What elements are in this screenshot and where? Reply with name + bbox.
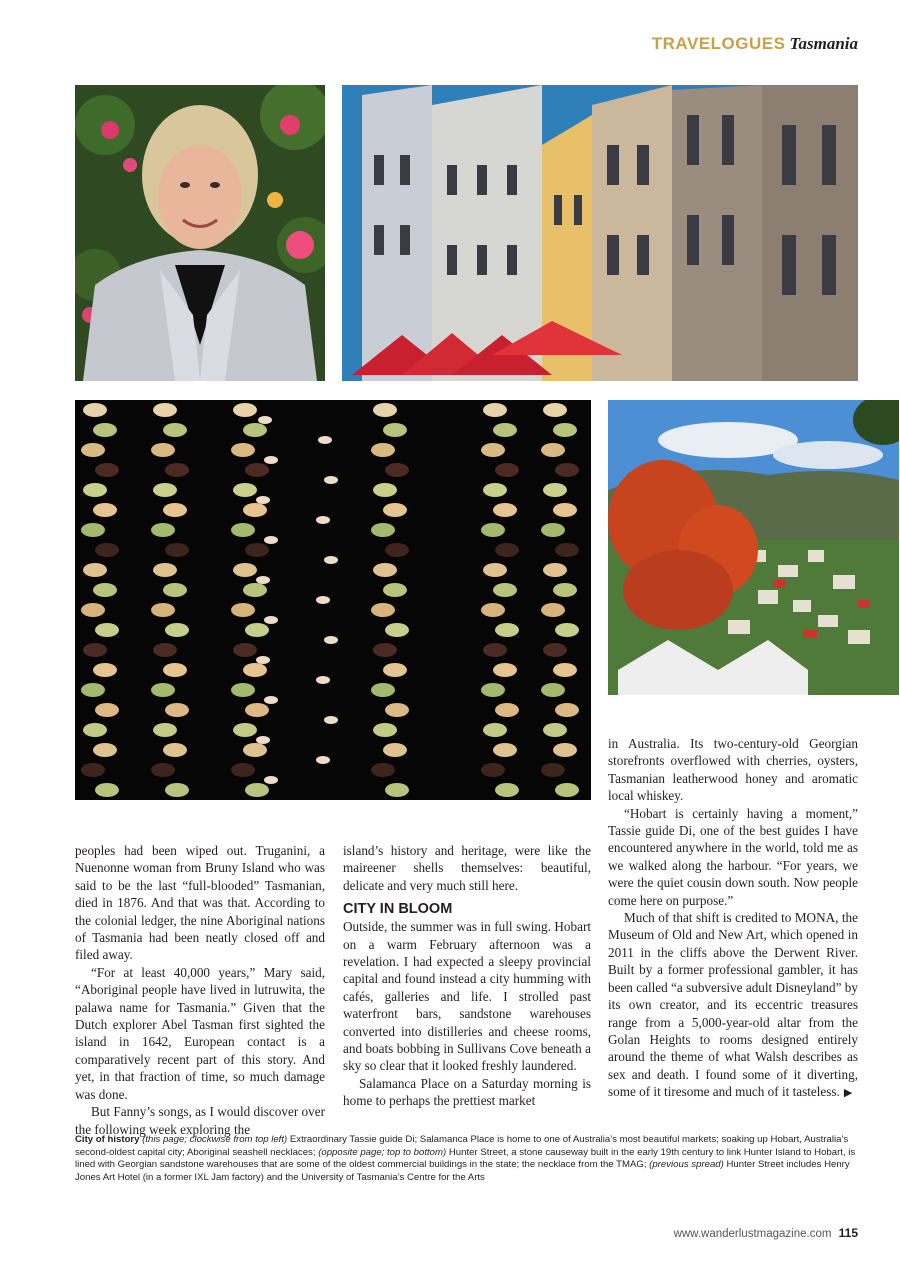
body-column-2	[343, 842, 591, 1110]
caption-note: (this page; clockwise from top left)	[142, 1134, 288, 1145]
hunter-street-photo	[342, 85, 858, 381]
body-paragraph: But Fanny’s songs, as I would discover over the following week exploring the	[75, 1104, 325, 1137]
body-paragraph-final	[608, 909, 858, 1101]
body-text: Much of that shift is credited to MONA, the Museum of Old and New Art, which opened in 2011 in the cliffs above the Derwent River. Built by a former professional gambler, it has been called “a subversive adult Disneyland” by its own creator, and its eccentric treasures range from a 5,000-year-old altar from the Golan Heights to rooms designed entirely around the theme of what Walsh describes as sex and death. I found some of it diverting, some of it tiresome and much of it tasteless.	[608, 910, 858, 1100]
body-column-1	[75, 842, 325, 1138]
section-label: TRAVELOGUES	[651, 34, 786, 53]
body-paragraph: “For at least 40,000 years,” Mary said, “Aboriginal people have lived in lutruwita, the palawa name for Tasmania.” Given that the Dutch explorer Abel Tasman first sighted the island in 1642, European contact is a comparatively recent part of this story. And yet, in that fraction of time, so much damage was done.	[75, 964, 325, 1102]
body-paragraph: island’s history and heritage, were like the maireener shells themselves: beautiful, delicate and very much still here.	[343, 843, 591, 893]
photo-caption	[75, 1134, 860, 1184]
body-paragraph: “Hobart is certainly having a moment,” Tassie guide Di, one of the best guides I have encountered anywhere in the world, told me as we walked along the harbour. “For years, we were the quiet cousin down south. Now people come here on purpose.”	[608, 805, 858, 908]
page-footer	[674, 1226, 858, 1240]
body-paragraph: in Australia. Its two-century-old Georgian storefronts overflowed with cherries, oysters, Tasmanian leatherwood honey and aromatic local whiskey.	[608, 736, 858, 804]
shell-necklaces-photo	[75, 400, 591, 800]
caption-note: (opposite page; top to bottom)	[318, 1146, 447, 1158]
caption-text: Hunter Street, a stone causeway built in the early 19th century to link Hunter Island to Hobart, is lined with Georgian sandstone warehouses that are some of the oldest commercial buildings in the state; the necklace from the TMAG;	[75, 1146, 856, 1171]
caption-title: City of history	[75, 1134, 140, 1145]
topic-label: Tasmania	[789, 34, 858, 53]
page-number: 115	[838, 1226, 858, 1240]
body-paragraph: peoples had been wiped out. Truganini, a Nuenonne woman from Bruny Island who was said to be the last “full-blooded” Tasmanian, died in 1876. And that was that. According to the colonial ledger, the nine Aboriginal nations of Tasmania had been neatly closed off and filed away.	[75, 843, 325, 963]
body-paragraph: Outside, the summer was in full swing. Hobart on a warm February afternoon was a revelation. I had expected a sleepy provincial capital and found instead a city humming with cafés, galleries and life. I strolled past waterfront bars, sandstone warehouses converted into distilleries and cheese rooms, and boats bobbing in Sullivans Cove beneath a sky so clear that it looked freshly laundered.	[343, 919, 591, 1074]
website-url: www.wanderlustmagazine.com	[673, 1228, 832, 1240]
body-paragraph: Salamanca Place on a Saturday morning is home to perhaps the prettiest market	[343, 1075, 591, 1109]
end-mark-icon: ▶	[843, 1086, 853, 1100]
hobart-view-photo	[608, 400, 899, 695]
guide-portrait-photo	[75, 85, 325, 381]
running-head	[652, 34, 858, 54]
body-column-3	[608, 735, 858, 1102]
caption-text: Extraordinary Tassie guide Di; Salamanca Place is home to one of Australia’s most beautiful markets; soaking up Hobart, Australia’s second-oldest capital city; Aboriginal seashell necklaces;	[75, 1134, 849, 1158]
caption-text: Hunter Street includes Henry Jones Art Hotel (in a former IXL Jam factory) and the University of Tasmania’s Centre for the Arts	[75, 1159, 850, 1183]
caption-note: (previous spread)	[649, 1159, 724, 1171]
section-heading: CITY IN BLOOM	[343, 901, 453, 918]
